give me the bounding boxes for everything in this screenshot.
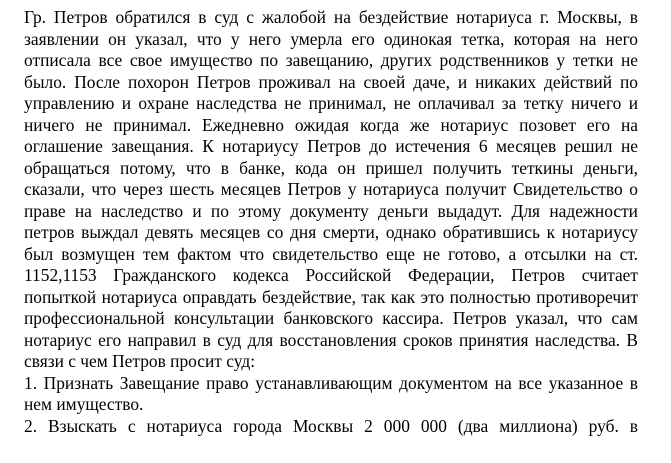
list-item-2: 2. Взыскать с нотариуса города Москвы 2 000 000 (два миллиона) руб. в xyxy=(24,415,638,436)
body-paragraph: Гр. Петров обратился в суд с жалобой на бездействие нотариуса г. Москвы, в заявлении он указал, что у него умерла его одинокая тетка, которая на него отписала все свое имущество по завещанию, других родственников у тетки не было. После похорон Петров проживал на своей даче, и никаких действий по управлению и охране наследства не принимал, не оплачивал за тетку ничего и ничего не принимал. Ежедневно ожидая когда же нотариус позовет его на оглашение завещания. К нотариусу Петров до истечения 6 месяцев решил не обращаться потому, что в банке, кода он пришел получить теткины деньги, сказали, что через шесть месяцев Петров у нотариуса получит Свидетельство о праве на наследство и по этому документу деньги выдадут. Для надежности петров выждал девять месяцев со дня смерти, однако обратившись к нотариусу был возмущен тем фактом что свидетельство еще не готово, а отсылки на ст. 1152,1153 Гражданского кодекса Российской Федерации, Петров считает попыткой нотариуса оправдать бездействие, так как это полностью противоречит профессиональной консультации банковского кассира. Петров указал, что сам нотариус его направил в суд для восстановления сроков принятия наследства. В связи с чем Петров просит суд: xyxy=(24,7,638,371)
list-item-1: 1. Признать Завещание право устанавливающим документом на все указанное в нем имущество. xyxy=(24,372,638,414)
document-page xyxy=(24,7,638,437)
